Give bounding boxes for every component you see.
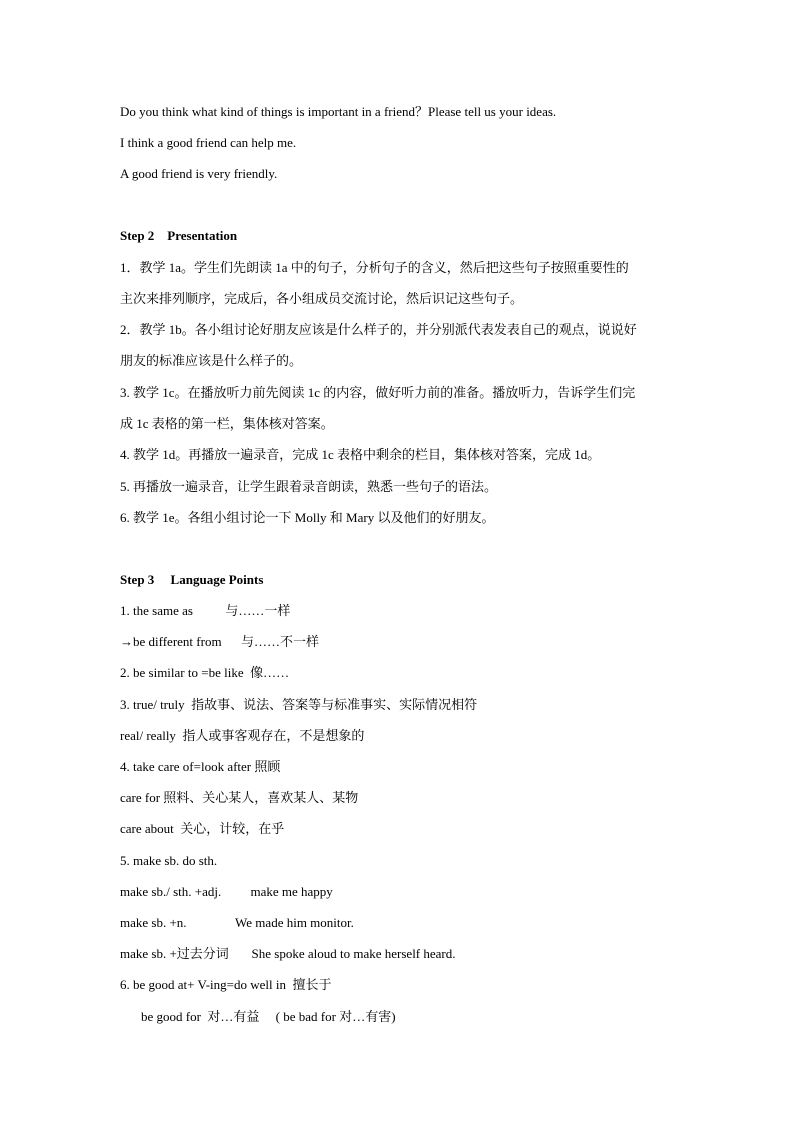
- language-point-5-noun: make sb. +n. We made him monitor.: [120, 915, 354, 930]
- step2-item-1b-line1: 2．教学 1b。各小组讨论好朋友应该是什么样子的，并分别派代表发表自己的观点，说说好: [120, 322, 637, 337]
- step3-heading: Step 3 Language Points: [120, 572, 264, 587]
- language-point-6-good-for: be good for 对…有益 ( be bad for 对…有害): [141, 1009, 396, 1024]
- example-sentence-1: I think a good friend can help me.: [120, 135, 297, 150]
- language-point-5-adj: make sb./ sth. +adj. make me happy: [120, 884, 333, 899]
- language-point-4-care-about: care about 关心，计较，在乎: [120, 821, 285, 836]
- step2-item-1c-line2: 成 1c 表格的第一栏，集体核对答案。: [120, 416, 334, 431]
- step2-item-1a-line1: 1．教学 1a。学生们先朗读 1a 中的句子，分析句子的含义，然后把这些句子按照重要性的: [120, 260, 629, 275]
- step2-item-1c-line1: 3. 教学 1c。在播放听力前先阅读 1c 的内容，做好听力前的准备。播放听力，告诉学生们完: [120, 385, 636, 400]
- step2-item-5: 5. 再播放一遍录音，让学生跟着录音朗读，熟悉一些句子的语法。: [120, 479, 498, 494]
- language-point-1: 1. the same as 与……一样: [120, 603, 291, 618]
- step2-item-1d: 4. 教学 1d。再播放一遍录音，完成 1c 表格中剩余的栏目，集体核对答案，完成 1d。: [120, 447, 601, 462]
- language-point-4-care-for: care for 照料、关心某人，喜欢某人、某物: [120, 790, 359, 805]
- example-sentence-2: A good friend is very friendly.: [120, 166, 278, 181]
- step2-heading: Step 2 Presentation: [120, 228, 238, 243]
- language-point-3: 3. true/ truly 指故事、说法、答案等与标准事实、实际情况相符: [120, 697, 478, 712]
- language-point-2: 2. be similar to =be like 像……: [120, 665, 290, 680]
- step2-item-1e: 6. 教学 1e。各组小组讨论一下 Molly 和 Mary 以及他们的好朋友。: [120, 510, 495, 525]
- language-point-6: 6. be good at+ V-ing=do well in 擅长于: [120, 977, 332, 992]
- language-point-3-real: real/ really 指人或事客观存在，不是想象的: [120, 728, 365, 743]
- step2-item-1a-line2: 主次来排列顺序，完成后，各小组成员交流讨论，然后识记这些句子。: [120, 291, 524, 306]
- language-point-4: 4. take care of=look after 照顾: [120, 759, 281, 774]
- language-point-1-contrast: →be different from 与……不一样: [120, 634, 320, 649]
- language-point-5: 5. make sb. do sth.: [120, 853, 218, 868]
- step2-item-1b-line2: 朋友的标准应该是什么样子的。: [120, 353, 303, 368]
- language-point-5-participle: make sb. +过去分词 She spoke aloud to make herself heard.: [120, 946, 456, 961]
- intro-question: Do you think what kind of things is important in a friend？Please tell us your ideas.: [120, 104, 557, 119]
